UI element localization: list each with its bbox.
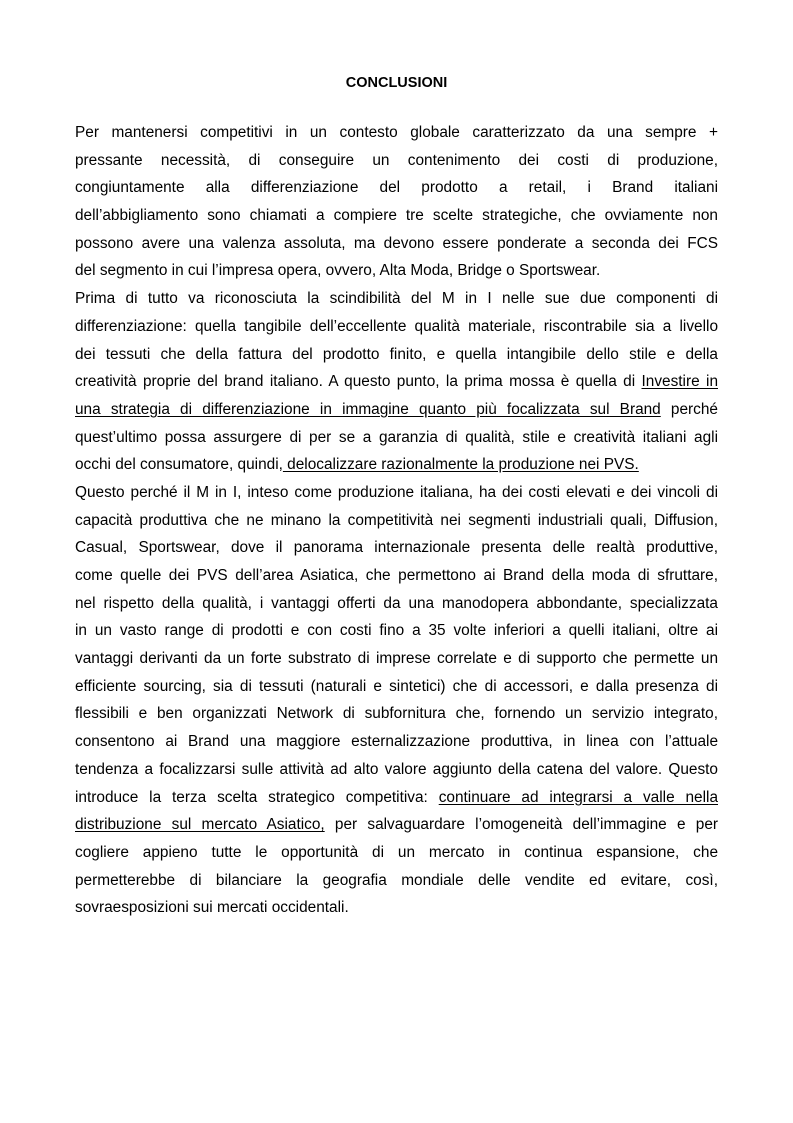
text-line: tendenza a focalizzarsi sulle attività ad alto valore aggiunto della catena del valore. Questo bbox=[75, 760, 718, 778]
text-line: nel rispetto della qualità, i vantaggi offerti da una manodopera abbondante, specializzata bbox=[75, 594, 718, 612]
text-line bbox=[75, 368, 718, 396]
text-line bbox=[75, 784, 718, 812]
text-line bbox=[75, 811, 718, 839]
text-line: in un vasto range di prodotti e con costi fino a 35 volte inferiori a quelli italiani, oltre ai bbox=[75, 622, 718, 640]
text-line: permetterebbe di bilanciare la geografia mondiale delle vendite ed evitare, così, bbox=[75, 871, 718, 889]
text-line: capacità produttiva che ne minano la competitività nei segmenti industriali quali, Diffusion, bbox=[75, 511, 718, 529]
text-line: vantaggi derivanti da un forte substrato di imprese correlate e di supporto che permette un bbox=[75, 650, 718, 668]
text-line: consentono ai Brand una maggiore esternalizzazione produttiva, in linea con l’attuale bbox=[75, 733, 718, 751]
text-segment: occhi del consumatore, quindi, bbox=[75, 456, 283, 474]
text-line: possono avere una valenza assoluta, ma devono essere ponderate a seconda dei FCS bbox=[75, 234, 718, 252]
text-line: cogliere appieno tutte le opportunità di un mercato in continua espansione, che bbox=[75, 843, 718, 861]
text-line: Questo perché il M in I, inteso come produzione italiana, ha dei costi elevati e dei vincoli di bbox=[75, 483, 718, 501]
text-line: efficiente sourcing, sia di tessuti (naturali e sintetici) che di accessori, e dalla presenza di bbox=[75, 677, 718, 695]
text-segment: perché bbox=[660, 400, 718, 418]
text-line: dell’abbigliamento sono chiamati a compiere tre scelte strategiche, che ovviamente non bbox=[75, 207, 718, 225]
text-line: del segmento in cui l’impresa opera, ovvero, Alta Moda, Bridge o Sportswear. bbox=[75, 262, 601, 280]
page-title: CONCLUSIONI bbox=[345, 75, 448, 91]
text-segment: per salvaguardare l’omogeneità dell’immagine e per bbox=[324, 816, 718, 834]
text-line: come quelle dei PVS dell’area Asiatica, che permettono ai Brand della moda di sfruttare, bbox=[75, 567, 718, 584]
underlined-text: continuare ad integrarsi a valle nella bbox=[438, 788, 718, 806]
text-segment: introduce la terza scelta strategico competitiva: bbox=[75, 788, 439, 806]
text-line: congiuntamente alla differenziazione del prodotto a retail, i Brand italiani bbox=[75, 179, 718, 197]
text-line: Prima di tutto va riconosciuta la scindibilità del M in I nelle sue due componenti di bbox=[75, 290, 718, 308]
underlined-text: distribuzione sul mercato Asiatico, bbox=[75, 816, 325, 834]
text-line: Per mantenersi competitivi in un contesto globale caratterizzato da una sempre + bbox=[75, 124, 718, 141]
text-line: pressante necessità, di conseguire un contenimento dei costi di produzione, bbox=[75, 151, 718, 169]
text-line bbox=[75, 396, 718, 424]
text-line: differenziazione: quella tangibile dell’eccellente qualità materiale, riscontrabile sia a livello bbox=[75, 317, 718, 335]
text-line: Casual, Sportswear, dove il panorama internazionale presenta delle realtà produttive, bbox=[75, 539, 718, 557]
text-line: sovraesposizioni sui mercati occidentali. bbox=[75, 899, 349, 917]
underlined-text: delocalizzare razionalmente la produzione nei PVS. bbox=[282, 456, 639, 474]
underlined-text: una strategia di differenziazione in immagine quanto più focalizzata sul Brand bbox=[75, 400, 661, 418]
text-line: quest’ultimo possa assurgere di per se a garanzia di qualità, stile e creatività italiani agli bbox=[75, 428, 718, 446]
text-line: flessibili e ben organizzati Network di subfornitura che, fornendo un servizio integrato, bbox=[75, 705, 718, 723]
conclusion-text bbox=[75, 119, 718, 922]
text-line bbox=[75, 451, 718, 479]
text-line: dei tessuti che della fattura del prodotto finito, e quella intangibile dello stile e della bbox=[75, 345, 718, 363]
text-segment: creatività proprie del brand italiano. A questo punto, la prima mossa è quella di bbox=[75, 373, 642, 391]
underlined-text: Investire in bbox=[641, 373, 718, 391]
